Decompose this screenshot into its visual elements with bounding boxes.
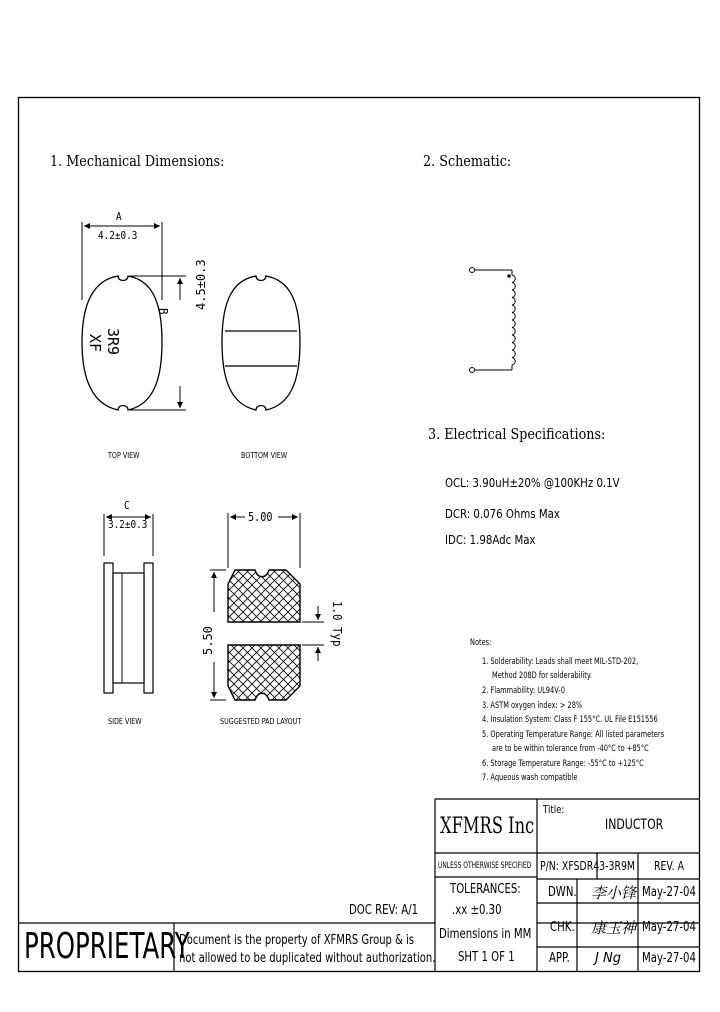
spec-ocl: OCL: 3.90uH±20% @100KHz 0.1V xyxy=(445,476,620,490)
pad-gap-value: 1.0 Typ xyxy=(330,601,344,647)
company-name: XFMRS Inc xyxy=(440,814,535,839)
dim-c-label: C xyxy=(124,499,130,512)
dwn-role: DWN. xyxy=(548,885,577,900)
title-value: INDUCTOR xyxy=(605,817,664,833)
dim-b-value: 4.5±0.3 xyxy=(194,259,208,310)
tolerance-value: .xx ±0.30 xyxy=(452,903,502,918)
note-line: 2. Flammability: UL94V-0 xyxy=(482,686,565,696)
proprietary-line1: Document is the property of XFMRS Group & is xyxy=(179,933,415,948)
schematic-drawing xyxy=(470,268,516,373)
app-date: May-27-04 xyxy=(642,951,696,966)
mechanical-heading: 1. Mechanical Dimensions: xyxy=(50,152,225,170)
note-line: 3. ASTM oxygen index: > 28% xyxy=(482,701,583,711)
dim-b-label: B xyxy=(156,308,170,315)
pad-height-value: 5.50 xyxy=(201,626,215,655)
dwn-signature: 李小锋 xyxy=(591,884,637,902)
pad-layout-drawing xyxy=(210,513,324,700)
note-line: are to be within tolerance from -40°C to +85°C xyxy=(492,744,649,754)
notes-title: Notes: xyxy=(470,638,492,648)
app-role: APP. xyxy=(549,951,570,966)
spec-idc: IDC: 1.98Adc Max xyxy=(445,533,536,547)
chk-role: CHK. xyxy=(550,920,575,935)
doc-revision: DOC REV: A/1 xyxy=(349,903,419,918)
sheet-number: SHT 1 OF 1 xyxy=(458,950,515,965)
bottom-view-drawing xyxy=(222,276,300,410)
top-marking-line1: XF xyxy=(86,334,104,353)
dim-a-value: 4.2±0.3 xyxy=(98,229,138,242)
part-number: P/N: XFSDR43-3R9M xyxy=(540,859,635,873)
dim-c-value: 3.2±0.3 xyxy=(108,518,148,531)
bottom-view-caption: BOTTOM VIEW xyxy=(241,451,288,460)
schematic-heading: 2. Schematic: xyxy=(423,152,512,170)
note-line: 7. Aqueous wash compatible xyxy=(482,773,578,783)
side-view-caption: SIDE VIEW xyxy=(108,717,142,726)
pad-layout-caption: SUGGESTED PAD LAYOUT xyxy=(220,717,302,726)
side-view-drawing xyxy=(104,514,153,693)
note-line: 5. Operating Temperature Range: All listed parameters xyxy=(482,730,665,740)
dimensions-unit: Dimensions in MM xyxy=(439,927,532,942)
note-line: 1. Solderability: Leads shall meet MIL-STD-202, xyxy=(482,657,639,667)
electrical-heading: 3. Electrical Specifications: xyxy=(428,425,606,443)
chk-date: May-27-04 xyxy=(642,920,696,935)
title-label: Title: xyxy=(543,803,565,816)
spec-dcr: DCR: 0.076 Ohms Max xyxy=(445,507,560,521)
proprietary-line2: not allowed to be duplicated without authorization. xyxy=(179,951,436,966)
dwn-date: May-27-04 xyxy=(642,885,696,900)
revision: REV. A xyxy=(654,859,684,873)
top-view-caption: TOP VIEW xyxy=(108,451,140,460)
note-line: Method 208D for solderability. xyxy=(492,671,592,681)
note-line: 6. Storage Temperature Range: -55°C to +125°C xyxy=(482,759,644,769)
unless-specified: UNLESS OTHERWISE SPECIFIED xyxy=(438,861,532,871)
proprietary-label: PROPRIETARY xyxy=(24,926,190,967)
dim-a-label: A xyxy=(116,210,122,223)
pad-width-value: 5.00 xyxy=(248,510,273,524)
chk-signature: 康玉神 xyxy=(591,919,637,937)
app-signature: J Ng xyxy=(595,951,621,966)
note-line: 4. Insulation System: Class F 155°C. UL File E151556 xyxy=(482,715,658,725)
top-marking-line2: 3R9 xyxy=(104,328,122,356)
tolerances-label: TOLERANCES: xyxy=(450,882,521,897)
top-view-drawing xyxy=(82,222,186,410)
